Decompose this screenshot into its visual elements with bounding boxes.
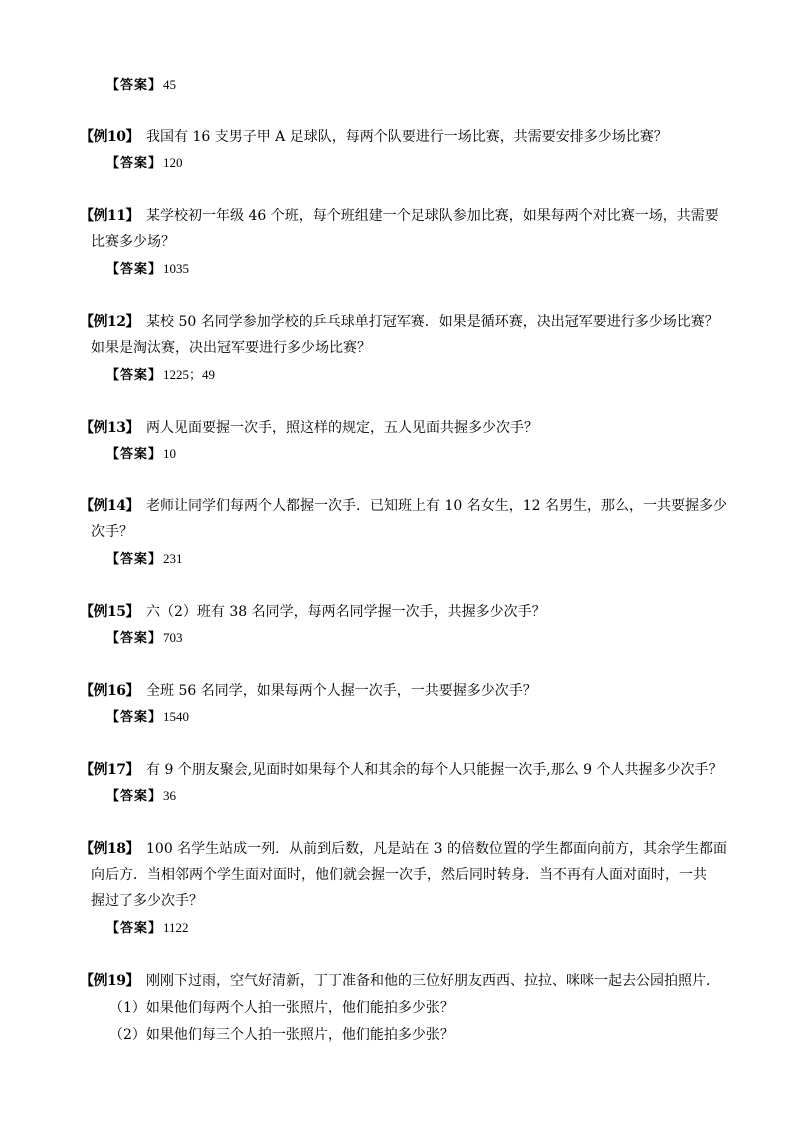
example-label: 【例15】 — [80, 604, 139, 620]
question-line: 某学校初一年级 46 个班，每个班组建一个足球队参加比赛，如果每两个对比赛一场，共需要 — [146, 208, 719, 224]
question-line: 向后方．当相邻两个学生面对面时，他们就会握一次手，然后同时转身．当不再有人面对面时，一共 — [91, 867, 707, 883]
example-label: 【例19】 — [80, 973, 139, 989]
question-line: 我国有 16 支男子甲 A 足球队，每两个队要进行一场比赛，共需要安排多少场比赛？ — [146, 129, 668, 145]
question-line: 某校 50 名同学参加学校的乒乓球单打冠军赛．如果是循环赛，决出冠军要进行多少场比赛？ — [146, 314, 719, 330]
answer-line — [106, 788, 176, 805]
example-label: 【例14】 — [80, 498, 139, 514]
answer-tag: 【答案】 — [106, 78, 163, 93]
answer-tag: 【答案】 — [106, 262, 163, 277]
answer-tag: 【答案】 — [106, 921, 163, 936]
question-line: 有 9 个朋友聚会,见面时如果每个人和其余的每个人只能握一次手,那么 9 个人共握多少次手？ — [146, 762, 723, 778]
example-label: 【例18】 — [80, 841, 139, 857]
answer-tag: 【答案】 — [106, 631, 163, 646]
answer-line — [106, 709, 189, 726]
answer-value: 45 — [163, 77, 177, 92]
answer-value: 10 — [163, 446, 177, 461]
answer-value: 1225；49 — [163, 367, 216, 382]
answer-tag: 【答案】 — [106, 368, 163, 383]
sub-question: （2）如果他们每三个人拍一张照片，他们能拍多少张？ — [109, 1027, 454, 1043]
answer-tag: 【答案】 — [106, 710, 163, 725]
answer-value: 120 — [163, 155, 183, 170]
answer-value: 36 — [163, 788, 177, 803]
answer-line — [106, 77, 176, 94]
example-label: 【例16】 — [80, 683, 139, 699]
question-line: 握过了多少次手？ — [91, 893, 203, 909]
question-line: 如果是淘汰赛，决出冠军要进行多少场比赛？ — [91, 340, 371, 356]
answer-line — [106, 261, 189, 278]
question-line: 两人见面要握一次手，照这样的规定，五人见面共握多少次手？ — [146, 420, 538, 436]
answer-line — [106, 367, 215, 384]
answer-line — [106, 551, 183, 568]
answer-value: 231 — [163, 551, 183, 566]
answer-line — [106, 630, 183, 647]
question-line: 次手？ — [91, 524, 133, 540]
question-line: 六（2）班有 38 名同学，每两名同学握一次手，共握多少次手？ — [146, 604, 546, 620]
answer-line — [106, 920, 189, 937]
example-label: 【例10】 — [80, 129, 139, 145]
question-line: 100 名学生站成一列．从前到后数，凡是站在 3 的倍数位置的学生都面向前方，其余学生都面 — [146, 841, 727, 857]
answer-tag: 【答案】 — [106, 789, 163, 804]
example-label: 【例17】 — [80, 762, 139, 778]
answer-line — [106, 446, 176, 463]
question-line: 全班 56 名同学，如果每两个人握一次手，一共要握多少次手？ — [146, 683, 537, 699]
example-label: 【例12】 — [80, 314, 139, 330]
sub-question: （1）如果他们每两个人拍一张照片，他们能拍多少张？ — [109, 1000, 454, 1016]
answer-value: 1035 — [163, 261, 190, 276]
answer-line — [106, 155, 183, 172]
answer-value: 1122 — [163, 920, 189, 935]
example-label: 【例13】 — [80, 420, 139, 436]
question-line: 刚刚下过雨，空气好清新，丁丁准备和他的三位好朋友西西、拉拉、咪咪一起去公园拍照片． — [146, 973, 720, 989]
answer-tag: 【答案】 — [106, 156, 163, 171]
answer-tag: 【答案】 — [106, 552, 163, 567]
example-label: 【例11】 — [80, 208, 139, 224]
answer-value: 703 — [163, 630, 183, 645]
answer-tag: 【答案】 — [106, 447, 163, 462]
answer-value: 1540 — [163, 709, 190, 724]
question-line: 比赛多少场？ — [91, 234, 175, 250]
question-line: 老师让同学们每两个人都握一次手．已知班上有 10 名女生，12 名男生，那么，一共要握多少 — [146, 498, 727, 514]
